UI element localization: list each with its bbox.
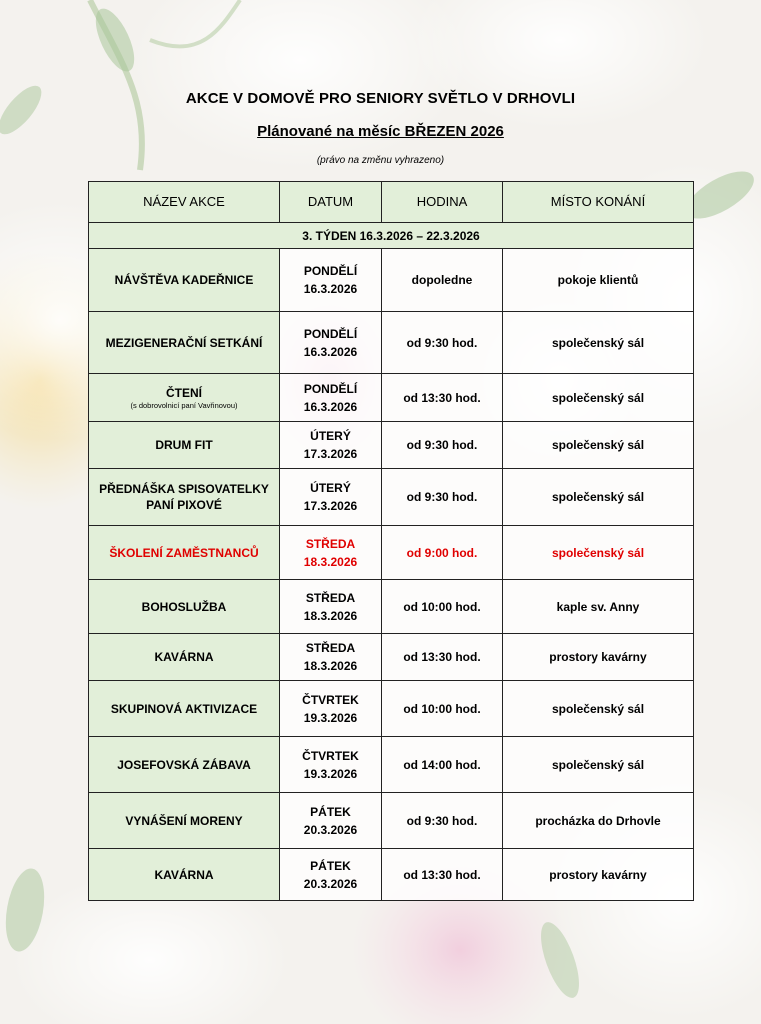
event-date-cell [280, 249, 382, 312]
event-day: STŘEDA [305, 590, 356, 605]
event-day: STŘEDA [305, 641, 356, 655]
table-row [89, 580, 694, 634]
event-place: pokoje klientů [503, 249, 694, 312]
event-date-cell [280, 634, 382, 681]
event-hour: od 13:30 hod. [382, 374, 503, 422]
event-name: PŘEDNÁŠKA SPISOVATELKY PANÍ PIXOVÉ [99, 482, 269, 512]
event-date-cell [280, 374, 382, 422]
event-name: JOSEFOVSKÁ ZÁBAVA [117, 757, 251, 772]
event-name-cell [89, 422, 280, 469]
event-date-cell [280, 849, 382, 901]
event-day: STŘEDA [305, 536, 356, 551]
event-name-cell [89, 737, 280, 793]
event-place: společenský sál [503, 526, 694, 580]
event-place: kaple sv. Anny [503, 580, 694, 634]
event-name-cell [89, 469, 280, 526]
event-place: společenský sál [503, 737, 694, 793]
event-place: společenský sál [503, 469, 694, 526]
event-date: 20.3.2026 [303, 822, 358, 837]
event-name-cell [89, 526, 280, 580]
event-hour: od 13:30 hod. [382, 634, 503, 681]
event-name-cell [89, 249, 280, 312]
event-day: ÚTERÝ [310, 481, 351, 495]
event-date-cell [280, 793, 382, 849]
event-hour: od 9:30 hod. [382, 469, 503, 526]
event-place: procházka do Drhovle [503, 793, 694, 849]
table-row [89, 249, 694, 312]
event-date: 18.3.2026 [303, 554, 358, 569]
event-day: ČTVRTEK [302, 748, 359, 763]
event-date-cell [280, 681, 382, 737]
table-row [89, 681, 694, 737]
event-hour: od 9:30 hod. [382, 312, 503, 374]
table-row [89, 422, 694, 469]
event-date-cell [280, 469, 382, 526]
event-hour: od 9:30 hod. [382, 793, 503, 849]
event-name-cell [89, 849, 280, 901]
event-day: ČTVRTEK [302, 692, 359, 707]
event-date: 16.3.2026 [303, 344, 358, 359]
table-row [89, 737, 694, 793]
page-subtitle: Plánované na měsíc BŘEZEN 2026 [257, 123, 504, 140]
event-date: 16.3.2026 [303, 282, 358, 296]
event-hour: od 14:00 hod. [382, 737, 503, 793]
event-name: ŠKOLENÍ ZAMĚSTNANCŮ [109, 545, 259, 560]
event-date-cell [280, 422, 382, 469]
table-row [89, 634, 694, 681]
event-date: 17.3.2026 [303, 447, 358, 461]
event-hour: od 10:00 hod. [382, 681, 503, 737]
table-header-row [89, 182, 694, 223]
table-row [89, 849, 694, 901]
table-row [89, 793, 694, 849]
event-place: prostory kavárny [503, 849, 694, 901]
column-header-date: DATUM [280, 182, 382, 223]
events-table [88, 181, 694, 901]
event-name: VYNÁŠENÍ MORENY [125, 813, 243, 828]
event-name: KAVÁRNA [154, 867, 214, 882]
event-hour: dopoledne [382, 249, 503, 312]
event-name: MEZIGENERAČNÍ SETKÁNÍ [105, 335, 263, 350]
event-date: 19.3.2026 [303, 766, 358, 781]
event-day: PÁTEK [310, 804, 351, 819]
event-name-cell [89, 374, 280, 422]
event-name-cell [89, 580, 280, 634]
column-header-hour: HODINA [382, 182, 503, 223]
event-date: 16.3.2026 [303, 399, 358, 414]
event-hour: od 13:30 hod. [382, 849, 503, 901]
week-row [89, 223, 694, 249]
event-day: PONDĚLÍ [303, 264, 358, 278]
event-hour: od 10:00 hod. [382, 580, 503, 634]
table-row [89, 469, 694, 526]
event-date: 18.3.2026 [303, 608, 358, 623]
event-date: 19.3.2026 [303, 710, 358, 725]
event-name: ČTENÍ [166, 385, 202, 400]
event-date-cell [280, 580, 382, 634]
event-name: KAVÁRNA [154, 650, 214, 664]
event-name: BOHOSLUŽBA [141, 599, 227, 614]
event-place: společenský sál [503, 374, 694, 422]
event-place: společenský sál [503, 312, 694, 374]
event-place: prostory kavárny [503, 634, 694, 681]
event-note: (s dobrovolnicí paní Vavřinovou) [130, 400, 238, 410]
event-name: SKUPINOVÁ AKTIVIZACE [110, 701, 258, 716]
event-date-cell [280, 312, 382, 374]
event-day: PONDĚLÍ [303, 381, 358, 396]
event-name-cell [89, 312, 280, 374]
event-place: společenský sál [503, 422, 694, 469]
table-row [89, 526, 694, 580]
event-name-cell [89, 634, 280, 681]
event-day: PÁTEK [310, 858, 351, 873]
event-day: ÚTERÝ [310, 429, 351, 443]
event-name: DRUM FIT [155, 438, 213, 452]
event-name-cell [89, 681, 280, 737]
column-header-place: MÍSTO KONÁNÍ [503, 182, 694, 223]
table-row [89, 374, 694, 422]
disclaimer-note: (právo na změnu vyhrazeno) [316, 155, 445, 166]
event-date: 17.3.2026 [303, 499, 358, 513]
event-name: NÁVŠTĚVA KADEŘNICE [114, 273, 254, 287]
page-title: AKCE V DOMOVĚ PRO SENIORY SVĚTLO V DRHOVLI [185, 90, 576, 107]
event-date: 18.3.2026 [303, 659, 358, 673]
event-date-cell [280, 526, 382, 580]
event-date: 20.3.2026 [303, 876, 358, 891]
table-row [89, 312, 694, 374]
event-name-cell [89, 793, 280, 849]
event-hour: od 9:00 hod. [382, 526, 503, 580]
event-hour: od 9:30 hod. [382, 422, 503, 469]
column-header-name: NÁZEV AKCE [89, 182, 280, 223]
event-date-cell [280, 737, 382, 793]
event-day: PONDĚLÍ [303, 326, 358, 341]
event-place: společenský sál [503, 681, 694, 737]
week-label: 3. TÝDEN 16.3.2026 – 22.3.2026 [89, 223, 694, 249]
